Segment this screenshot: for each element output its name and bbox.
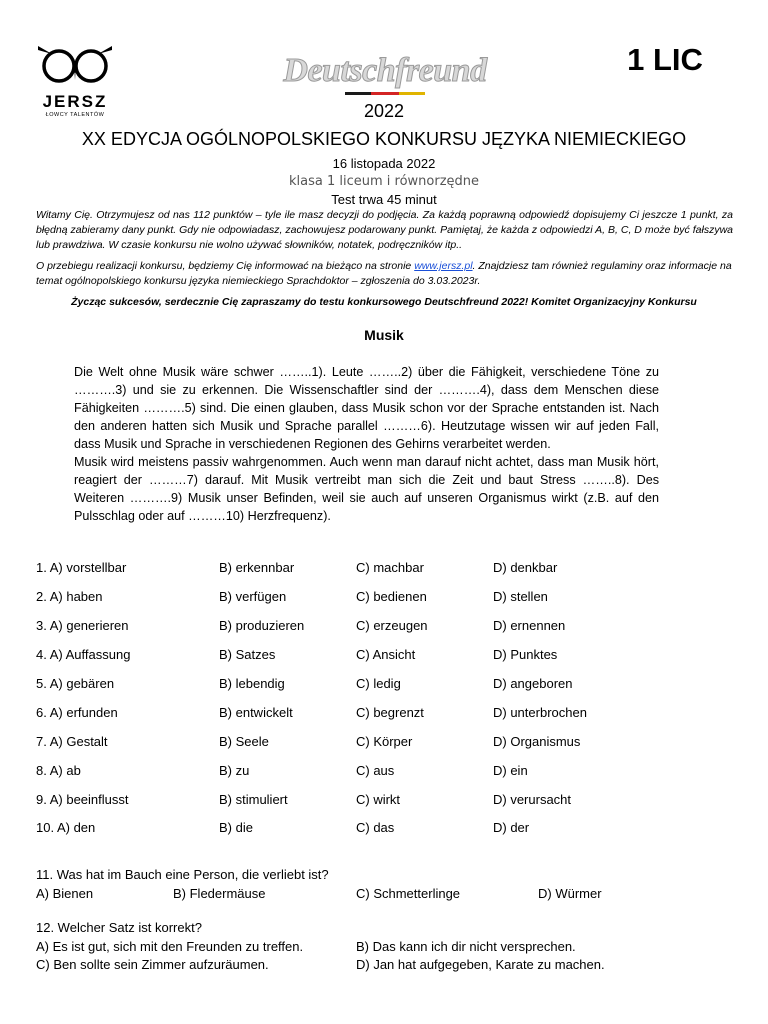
option-a[interactable]: A) Es ist gut, sich mit den Freunden zu treffen. [36, 939, 304, 954]
option-b[interactable]: B) erkennbar [219, 560, 295, 575]
question-row [36, 560, 736, 578]
option-d[interactable]: D) unterbrochen [493, 705, 587, 720]
option-b[interactable]: B) stimuliert [219, 792, 288, 807]
deutschfreund-brand [255, 52, 515, 94]
option-c[interactable]: C) begrenzt [356, 705, 424, 720]
logo-tagline: ŁOWCY TALENTÓW [45, 112, 105, 118]
question-11-text: 11. Was hat im Bauch eine Person, die verliebt ist? [36, 867, 329, 882]
class-info: klasa 1 liceum i równorzędne [288, 174, 480, 189]
option-b[interactable]: B) die [219, 820, 253, 835]
option-a[interactable]: 7. A) Gestalt [36, 734, 108, 749]
option-a[interactable]: 9. A) beeinflusst [36, 792, 129, 807]
test-duration: Test trwa 45 minut [331, 192, 437, 207]
logo-title: JERSZ [42, 92, 108, 111]
option-c[interactable]: C) Ben sollte sein Zimmer aufzuräumen. [36, 957, 269, 972]
option-a[interactable]: 4. A) Auffassung [36, 647, 131, 662]
question-row [36, 618, 736, 636]
option-a[interactable]: 3. A) generieren [36, 618, 129, 633]
intro-paragraph: Witamy Cię. Otrzymujesz od nas 112 punktów – tyle ile masz decyzji do podjęcia. Za każdą poprawną odpowiedź dopisujemy Ci jeszcze 1 punkt, za błędną zabieramy dany punkt. Gdy nie odpowiadasz, zachowujesz podarowany punkt. Pamiętaj, że każda z odpowiedzi A, B, C, D może być fałszywa lub prawdziwa. W czasie konkursu nie wolno używać słowników, notatek, podręczników itp.. [36, 209, 733, 251]
option-b[interactable]: B) Fledermäuse [173, 886, 266, 901]
question-row [36, 792, 736, 810]
option-c[interactable]: C) wirkt [356, 792, 401, 807]
option-c[interactable]: C) das [356, 820, 395, 835]
option-a[interactable]: 6. A) erfunden [36, 705, 118, 720]
option-a[interactable]: 8. A) ab [36, 763, 81, 778]
option-b[interactable]: B) Seele [219, 734, 269, 749]
question-12-options-row2 [36, 957, 736, 975]
option-c[interactable]: C) Körper [356, 734, 413, 749]
section-title: Musik [364, 327, 404, 343]
option-c[interactable]: C) Schmetterlinge [356, 886, 461, 901]
option-a[interactable]: A) Bienen [36, 886, 94, 901]
option-d[interactable]: D) ernennen [493, 618, 566, 633]
option-d[interactable]: D) ein [493, 763, 528, 778]
option-a[interactable]: 10. A) den [36, 820, 96, 835]
question-row [36, 734, 736, 752]
option-b[interactable]: B) Satzes [219, 647, 276, 662]
wish-line: Życząc sukcesów, serdecznie Cię zapraszamy do testu konkursowego Deutschfreund 2022! Komitet Organizacyjny Konkursu [71, 296, 697, 308]
option-a[interactable]: 5. A) gebären [36, 676, 115, 691]
option-d[interactable]: D) stellen [493, 589, 548, 604]
option-b[interactable]: B) zu [219, 763, 250, 778]
option-a[interactable]: 2. A) haben [36, 589, 103, 604]
question-row [36, 820, 736, 838]
option-d[interactable]: D) Würmer [538, 886, 602, 901]
question-row [36, 676, 736, 694]
question-row [36, 763, 736, 781]
option-d[interactable]: D) angeboren [493, 676, 573, 691]
option-d[interactable]: D) denkbar [493, 560, 558, 575]
brand-title: Deutschfreund [283, 52, 487, 89]
edition-title: XX EDYCJA OGÓLNOPOLSKIEGO KONKURSU JĘZYKA NIEMIECKIEGO [81, 129, 687, 149]
option-c[interactable]: C) ledig [356, 676, 401, 691]
question-12-text: 12. Welcher Satz ist korrekt? [36, 920, 202, 935]
question-row [36, 705, 736, 723]
option-d[interactable]: D) der [493, 820, 530, 835]
question-11-options [36, 886, 736, 904]
jersz-link[interactable]: www.jersz.pl [414, 260, 473, 272]
reading-paragraph-2: Musik wird meistens passiv wahrgenommen. Auch wenn man darauf nicht achtet, dass man Musik hört, reagiert der ………7) darauf. Mit Musik vertreibt man sich die Zeit und baut Stress ……..8). Des Weiteren ……….9) Musik unser Befinden, weil sie auch auf unseren Organismus wirkt (z.B. auf den Pulsschlag oder auf ………10) Herzfrequenz). [74, 455, 659, 523]
owl-eyes-icon [30, 40, 120, 90]
option-c[interactable]: C) bedienen [356, 589, 427, 604]
info-paragraph: O przebiegu realizacji konkursu, będziemy Cię informować na bieżąco na stronie www.jersz.pl. Znajdziesz tam również regulaminy oraz informacje na temat ogólnopolskiego konkursu języka niemieckiego Sprachdoktor – zgłoszenia do 3.03.2023r. [36, 260, 732, 287]
question-row [36, 589, 736, 607]
flag-bar [345, 92, 425, 95]
option-b[interactable]: B) Das kann ich dir nicht versprechen. [356, 939, 576, 954]
option-d[interactable]: D) verursacht [493, 792, 572, 807]
option-b[interactable]: B) verfügen [219, 589, 287, 604]
option-d[interactable]: D) Organismus [493, 734, 581, 749]
option-c[interactable]: C) erzeugen [356, 618, 428, 633]
reading-text [74, 363, 659, 525]
option-c[interactable]: C) aus [356, 763, 395, 778]
reading-paragraph-1: Die Welt ohne Musik wäre schwer ……..1). Leute ……..2) über die Fähigkeit, verschiedene Töne zu ……….3) und sie zu erkennen. Die Wissenschaftler sind der ……….4), dass dem Menschen diese Fähigkeiten ……….5) sind. Die einen glauben, dass Musik schon vor der Sprache entstanden ist. Nach den anderen hatten sich Musik und Sprache parallel ………6). Heutzutage wissen wir auf jeden Fall, dass Musik und Sprache in verschiedenen Regionen des Gehirns verarbeitet werden. [74, 365, 659, 451]
contest-date: 16 listopada 2022 [332, 156, 436, 171]
option-d[interactable]: D) Jan hat aufgegeben, Karate zu machen. [356, 957, 605, 972]
option-c[interactable]: C) Ansicht [356, 647, 416, 662]
question-12-options-row1 [36, 939, 736, 957]
question-row [36, 647, 736, 665]
level-badge: 1 LIC [627, 42, 703, 77]
option-b[interactable]: B) entwickelt [219, 705, 293, 720]
option-b[interactable]: B) lebendig [219, 676, 285, 691]
option-a[interactable]: 1. A) vorstellbar [36, 560, 127, 575]
option-c[interactable]: C) machbar [356, 560, 424, 575]
option-d[interactable]: D) Punktes [493, 647, 558, 662]
year: 2022 [363, 101, 405, 121]
option-b[interactable]: B) produzieren [219, 618, 305, 633]
